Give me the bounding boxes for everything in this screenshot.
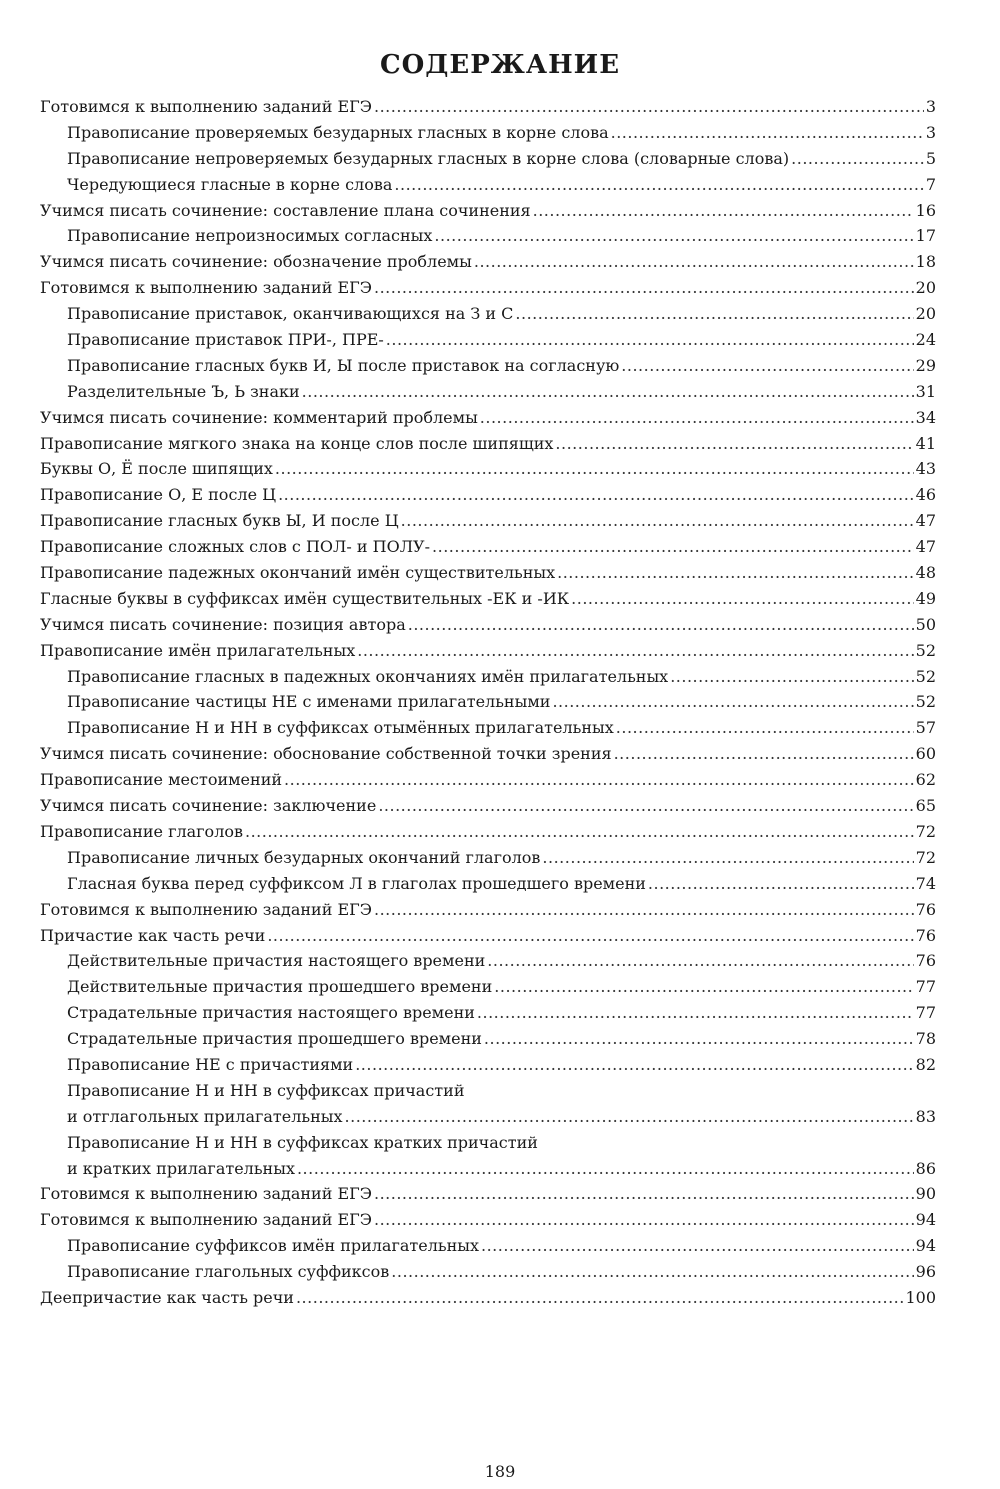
toc-entry-title: Готовимся к выполнению заданий ЕГЭ — [40, 278, 372, 298]
dot-leader — [487, 948, 913, 974]
dot-leader — [278, 482, 914, 508]
toc-entry-title: Правописание Н и НН в суффиксах причастий — [67, 1080, 465, 1100]
dot-leader — [542, 845, 913, 871]
toc-entry-line — [40, 767, 936, 793]
toc-entry[interactable] — [40, 1181, 936, 1207]
dot-leader — [614, 741, 914, 767]
toc-page-number: 90 — [915, 1184, 936, 1204]
toc-entry-title: Деепричастие как часть речи — [40, 1287, 294, 1307]
toc-entry-line — [40, 845, 936, 871]
toc-entry[interactable] — [40, 767, 936, 793]
toc-entry-line — [40, 948, 936, 974]
toc-entry[interactable] — [40, 741, 936, 767]
toc-entry-line — [40, 327, 936, 353]
toc-page-number: 83 — [915, 1106, 936, 1126]
toc-entry-title: Учимся писать сочинение: обоснование собственной точки зрения — [40, 744, 612, 764]
toc-page-number: 20 — [915, 304, 936, 324]
toc-entry-title: Правописание имён прилагательных — [40, 640, 356, 660]
toc-entry-line — [40, 249, 936, 275]
toc-entry-title: Учимся писать сочинение: позиция автора — [40, 614, 406, 634]
dot-leader — [275, 456, 914, 482]
toc-entry-title: Правописание непроизносимых согласных — [67, 226, 433, 246]
toc-entry-title: Правописание глаголов — [40, 821, 243, 841]
toc-entry-line — [40, 508, 936, 534]
toc-page-number: 31 — [915, 381, 936, 401]
toc-page-number: 60 — [915, 744, 936, 764]
toc-page-number: 86 — [915, 1158, 936, 1178]
toc-entry-line — [40, 741, 936, 767]
toc-entry[interactable] — [40, 560, 936, 586]
toc-page-number: 78 — [915, 1029, 936, 1049]
toc-entry[interactable] — [40, 845, 936, 871]
toc-entry-title: Правописание проверяемых безударных гласных в корне слова — [67, 122, 609, 142]
toc-entry[interactable] — [40, 223, 936, 249]
dot-leader — [481, 1233, 914, 1259]
toc-entry-line — [40, 1130, 936, 1156]
toc-entry[interactable] — [40, 819, 936, 845]
toc-entry-title: Правописание гласных в падежных окончаниях имён прилагательных — [67, 666, 669, 686]
dot-leader — [474, 249, 914, 275]
toc-entry[interactable] — [40, 1130, 936, 1182]
dot-leader — [374, 1181, 914, 1207]
toc-entry-line — [40, 1285, 936, 1311]
toc-entry-line — [40, 1078, 936, 1104]
toc-entry-title: Правописание мягкого знака на конце слов после шипящих — [40, 433, 554, 453]
toc-entry-line — [40, 560, 936, 586]
toc-entry[interactable] — [40, 1207, 936, 1233]
toc-page-number: 96 — [915, 1262, 936, 1282]
toc-entry[interactable] — [40, 249, 936, 275]
toc-page-number: 7 — [925, 174, 936, 194]
toc-page-number: 77 — [915, 977, 936, 997]
dot-leader — [494, 974, 913, 1000]
dot-leader — [484, 1026, 914, 1052]
toc-entry-line — [40, 482, 936, 508]
toc-entry-title: Учимся писать сочинение: составление плана сочинения — [40, 200, 531, 220]
toc-entry[interactable] — [40, 327, 936, 353]
toc-entry-line — [40, 120, 936, 146]
toc-entry-line — [40, 301, 936, 327]
dot-leader — [515, 301, 913, 327]
toc-page-number: 34 — [915, 407, 936, 427]
toc-entry[interactable] — [40, 871, 936, 897]
toc-page-number: 62 — [915, 770, 936, 790]
toc-entry[interactable] — [40, 405, 936, 431]
toc-entry-title: Учимся писать сочинение: комментарий проблемы — [40, 407, 478, 427]
toc-page-number: 48 — [915, 563, 936, 583]
toc-entry[interactable] — [40, 1078, 936, 1130]
toc-entry[interactable] — [40, 1000, 936, 1026]
toc-page-number: 52 — [915, 692, 936, 712]
toc-entry-line — [40, 275, 936, 301]
toc-entry-line — [40, 431, 936, 457]
dot-leader — [357, 638, 913, 664]
toc-entry-title: Правописание гласных букв И, Ы после приставок на согласную — [67, 355, 620, 375]
toc-entry-line — [40, 923, 936, 949]
toc-page-number: 94 — [915, 1236, 936, 1256]
toc-entry-line — [40, 405, 936, 431]
dot-leader — [434, 223, 913, 249]
toc-entry-line — [40, 612, 936, 638]
toc-entry-title: Правописание суффиксов имён прилагательных — [67, 1236, 479, 1256]
toc-entry-title: Действительные причастия прошедшего времени — [67, 977, 493, 997]
toc-page-number: 41 — [915, 433, 936, 453]
toc-page-number: 24 — [915, 330, 936, 350]
toc-entry-title: Правописание гласных букв Ы, И после Ц — [40, 511, 399, 531]
toc-entry-title: Готовимся к выполнению заданий ЕГЭ — [40, 1184, 372, 1204]
toc-page-number: 72 — [915, 821, 936, 841]
toc-entry[interactable] — [40, 638, 936, 664]
toc-entry-line — [40, 664, 936, 690]
toc-entry-title: Правописание приставок, оканчивающихся на З и С — [67, 304, 514, 324]
toc-entry-title: Чередующиеся гласные в корне слова — [67, 174, 393, 194]
toc-entry-line — [40, 1181, 936, 1207]
toc-page-number: 82 — [915, 1054, 936, 1074]
toc-entry-title: Правописание Н и НН в суффиксах отымённых прилагательных — [67, 718, 614, 738]
toc-entry[interactable] — [40, 1026, 936, 1052]
toc-page-number: 17 — [915, 226, 936, 246]
dot-leader — [401, 508, 914, 534]
toc-entry[interactable] — [40, 198, 936, 224]
toc-page-number: 72 — [915, 847, 936, 867]
toc-entry-title: Правописание сложных слов с ПОЛ- и ПОЛУ- — [40, 537, 431, 557]
toc-entry[interactable] — [40, 612, 936, 638]
toc-entry-line — [40, 1104, 936, 1130]
toc-entry-line — [40, 353, 936, 379]
toc-entry-title: Страдательные причастия прошедшего времени — [67, 1029, 482, 1049]
toc-page-number: 100 — [905, 1287, 936, 1307]
toc-entry-title: Разделительные Ъ, Ь знаки — [67, 381, 300, 401]
toc-entry[interactable] — [40, 1233, 936, 1259]
toc-entry-title: Правописание падежных окончаний имён существительных — [40, 563, 556, 583]
toc-entry-line — [40, 586, 936, 612]
toc-entry-title: Правописание НЕ с причастиями — [67, 1054, 354, 1074]
toc-entry[interactable] — [40, 664, 936, 690]
toc-entry-line — [40, 871, 936, 897]
toc-entry-title: Страдательные причастия настоящего времени — [67, 1003, 475, 1023]
dot-leader — [245, 819, 914, 845]
toc-page-number: 76 — [915, 899, 936, 919]
dot-leader — [791, 146, 924, 172]
dot-leader — [374, 94, 924, 120]
toc-entry-line — [40, 1259, 936, 1285]
toc-entry-title: Действительные причастия настоящего времени — [67, 951, 486, 971]
toc-page-number: 47 — [915, 511, 936, 531]
toc-entry-title: Правописание непроверяемых безударных гласных в корне слова (словарные слова) — [67, 148, 790, 168]
toc-entry-title: Правописание личных безударных окончаний глаголов — [67, 847, 541, 867]
toc-entry-line — [40, 456, 936, 482]
dot-leader — [571, 586, 913, 612]
toc-page-number: 20 — [915, 278, 936, 298]
toc-entry-title: Учимся писать сочинение: обозначение проблемы — [40, 252, 472, 272]
toc-entry[interactable] — [40, 1285, 936, 1311]
toc-entry[interactable] — [40, 275, 936, 301]
toc-page-number: 16 — [915, 200, 936, 220]
dot-leader — [621, 353, 913, 379]
toc-page-number: 57 — [915, 718, 936, 738]
toc-entry[interactable] — [40, 353, 936, 379]
dot-leader — [284, 767, 914, 793]
toc-page-number: 50 — [915, 614, 936, 634]
toc-entry[interactable] — [40, 431, 936, 457]
page-title: СОДЕРЖАНИЕ — [379, 50, 621, 80]
toc-entry[interactable] — [40, 948, 936, 974]
dot-leader — [355, 1052, 913, 1078]
toc-entry[interactable] — [40, 379, 936, 405]
toc-entry[interactable] — [40, 482, 936, 508]
dot-leader — [297, 1156, 914, 1182]
toc-page-number: 3 — [925, 97, 936, 116]
toc-entry-title: Правописание местоимений — [40, 770, 283, 790]
page-number: 189 — [484, 1462, 516, 1481]
toc-entry-line — [40, 689, 936, 715]
dot-leader — [480, 405, 914, 431]
toc-entry-line — [40, 146, 936, 172]
toc-entry-line — [40, 379, 936, 405]
dot-leader — [408, 612, 914, 638]
toc-entry-title: и отглагольных прилагательных — [67, 1106, 343, 1126]
toc-entry[interactable] — [40, 456, 936, 482]
toc-entry-title: Правописание глагольных суффиксов — [67, 1262, 390, 1282]
toc-entry-line — [40, 172, 936, 198]
toc-entry-line — [40, 793, 936, 819]
toc-entry-title: Готовимся к выполнению заданий ЕГЭ — [40, 97, 372, 116]
dot-leader — [345, 1104, 914, 1130]
toc-page-number: 94 — [915, 1210, 936, 1230]
toc-page-number: 77 — [915, 1003, 936, 1023]
toc-entry-line — [40, 1233, 936, 1259]
toc-entry-line — [40, 897, 936, 923]
toc-page-number: 52 — [915, 640, 936, 660]
toc-entry-line — [40, 198, 936, 224]
toc-entry[interactable] — [40, 974, 936, 1000]
dot-leader — [552, 689, 913, 715]
toc-entry-line — [40, 223, 936, 249]
toc-entry-title: Правописание О, Е после Ц — [40, 485, 277, 505]
dot-leader — [386, 327, 914, 353]
toc-entry-title: Гласная буква перед суффиксом Л в глаголах прошедшего времени — [67, 873, 646, 893]
toc-entry[interactable] — [40, 508, 936, 534]
toc-entry-title: Причастие как часть речи — [40, 925, 266, 945]
toc-entry[interactable] — [40, 94, 936, 120]
toc-entry[interactable] — [40, 897, 936, 923]
toc-entry[interactable] — [40, 1052, 936, 1078]
toc-entry-title: Готовимся к выполнению заданий ЕГЭ — [40, 1210, 372, 1230]
dot-leader — [477, 1000, 914, 1026]
toc-entry[interactable] — [40, 172, 936, 198]
toc-entry[interactable] — [40, 1259, 936, 1285]
toc-entry-line — [40, 1026, 936, 1052]
toc-entry-title: Правописание приставок ПРИ-, ПРЕ- — [67, 330, 384, 350]
toc-entry[interactable] — [40, 146, 936, 172]
dot-leader — [302, 379, 914, 405]
toc-entry-line — [40, 638, 936, 664]
toc-page-number: 74 — [915, 873, 936, 893]
dot-leader — [394, 172, 923, 198]
toc-entry-title: Буквы О, Ё после шипящих — [40, 459, 273, 479]
toc-page-number: 65 — [915, 796, 936, 816]
toc-entry-title: Готовимся к выполнению заданий ЕГЭ — [40, 899, 372, 919]
toc-page-number: 43 — [915, 459, 936, 479]
toc-entry[interactable] — [40, 586, 936, 612]
toc-entry[interactable] — [40, 793, 936, 819]
dot-leader — [557, 560, 914, 586]
toc-entry-line — [40, 1156, 936, 1182]
table-of-contents — [40, 94, 936, 1311]
toc-page-number: 52 — [915, 666, 936, 686]
dot-leader — [533, 198, 914, 224]
toc-entry-title: Правописание частицы НЕ с именами прилагательными — [67, 692, 551, 712]
dot-leader — [670, 664, 913, 690]
toc-entry[interactable] — [40, 301, 936, 327]
toc-page-number: 5 — [925, 148, 936, 168]
toc-entry-line — [40, 974, 936, 1000]
dot-leader — [611, 120, 924, 146]
toc-entry-line — [40, 715, 936, 741]
toc-entry-line — [40, 819, 936, 845]
dot-leader — [296, 1285, 903, 1311]
toc-page-number: 29 — [915, 355, 936, 375]
dot-leader — [374, 275, 914, 301]
dot-leader — [378, 793, 913, 819]
dot-leader — [391, 1259, 913, 1285]
toc-entry[interactable] — [40, 923, 936, 949]
toc-page-number: 3 — [925, 122, 936, 142]
toc-page-number: 46 — [915, 485, 936, 505]
dot-leader — [374, 1207, 914, 1233]
toc-entry-line — [40, 534, 936, 560]
toc-entry-line — [40, 1052, 936, 1078]
toc-page-number: 76 — [915, 951, 936, 971]
dot-leader — [616, 715, 914, 741]
toc-entry[interactable] — [40, 120, 936, 146]
toc-entry[interactable] — [40, 715, 936, 741]
dot-leader — [432, 534, 914, 560]
toc-entry[interactable] — [40, 689, 936, 715]
toc-entry-title: Гласные буквы в суффиксах имён существительных -ЕК и -ИК — [40, 588, 570, 608]
dot-leader — [267, 923, 913, 949]
toc-page-number: 47 — [915, 537, 936, 557]
toc-entry-line — [40, 1000, 936, 1026]
toc-page-number: 49 — [915, 588, 936, 608]
dot-leader — [555, 431, 913, 457]
toc-entry-line — [40, 94, 936, 120]
toc-entry-line — [40, 1207, 936, 1233]
dot-leader — [648, 871, 914, 897]
toc-entry-title: Правописание Н и НН в суффиксах кратких причастий — [67, 1132, 538, 1152]
toc-page-number: 76 — [915, 925, 936, 945]
toc-entry-title: Учимся писать сочинение: заключение — [40, 796, 377, 816]
toc-page-number: 18 — [915, 252, 936, 272]
toc-entry-title: и кратких прилагательных — [67, 1158, 295, 1178]
dot-leader — [374, 897, 914, 923]
toc-entry[interactable] — [40, 534, 936, 560]
